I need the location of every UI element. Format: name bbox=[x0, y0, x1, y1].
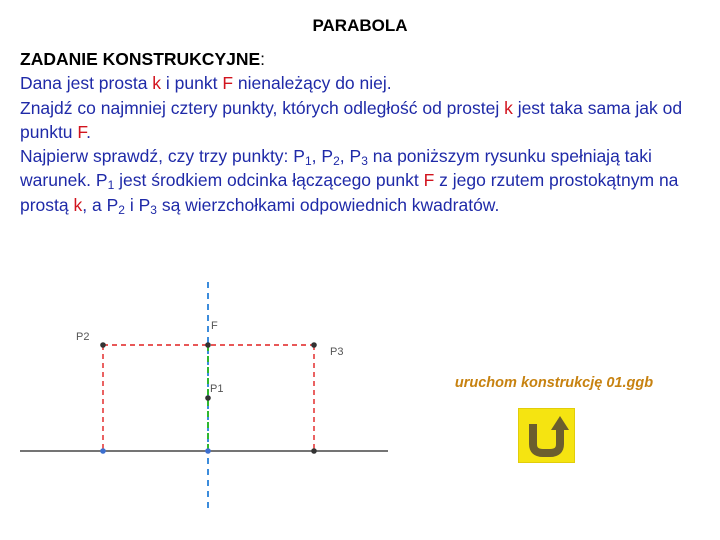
line-k-label: k bbox=[152, 73, 162, 94]
point-f-label: F bbox=[222, 73, 234, 94]
construction-figure bbox=[0, 270, 400, 520]
point-f-foot bbox=[205, 448, 211, 454]
point-p3[interactable] bbox=[311, 342, 317, 348]
label-p3: P3 bbox=[330, 346, 344, 358]
page-title: PARABOLA bbox=[312, 16, 408, 35]
point-f[interactable] bbox=[205, 342, 211, 348]
label-p2: P2 bbox=[76, 331, 90, 343]
label-p1: P1 bbox=[210, 383, 224, 395]
point-p1[interactable] bbox=[205, 395, 211, 401]
label-f: F bbox=[211, 320, 218, 332]
run-construction-link[interactable]: uruchom konstrukcję 01.ggb bbox=[454, 375, 654, 391]
point-p3-foot bbox=[311, 448, 317, 454]
u-turn-arrow-icon bbox=[519, 409, 574, 462]
run-construction-button[interactable] bbox=[518, 408, 575, 463]
task-text: ZADANIE KONSTRUKCYJNE: Dana jest prosta k i punkt F nienależący do niej. Znajdź co najmniej cztery punkty, których odległość od prostej k jest taka sama jak od punktu F. Najpierw sprawdź, czy trzy punkty: $P_1$, $P_2$, $P_3$ na poniższym rysunku spełniają taki warunek. $P_1$ jest środkiem odcinka łączącego punkt F z jego rzutem prostokątnym na prostą k, a $P_2$ i $P_3$ są wierzchołkami odpowiednich kwadratów. bbox=[20, 49, 683, 217]
point-p2-foot bbox=[100, 448, 106, 454]
point-p2[interactable] bbox=[100, 342, 106, 348]
task-heading: ZADANIE KONSTRUKCYJNE: bbox=[20, 49, 266, 69]
